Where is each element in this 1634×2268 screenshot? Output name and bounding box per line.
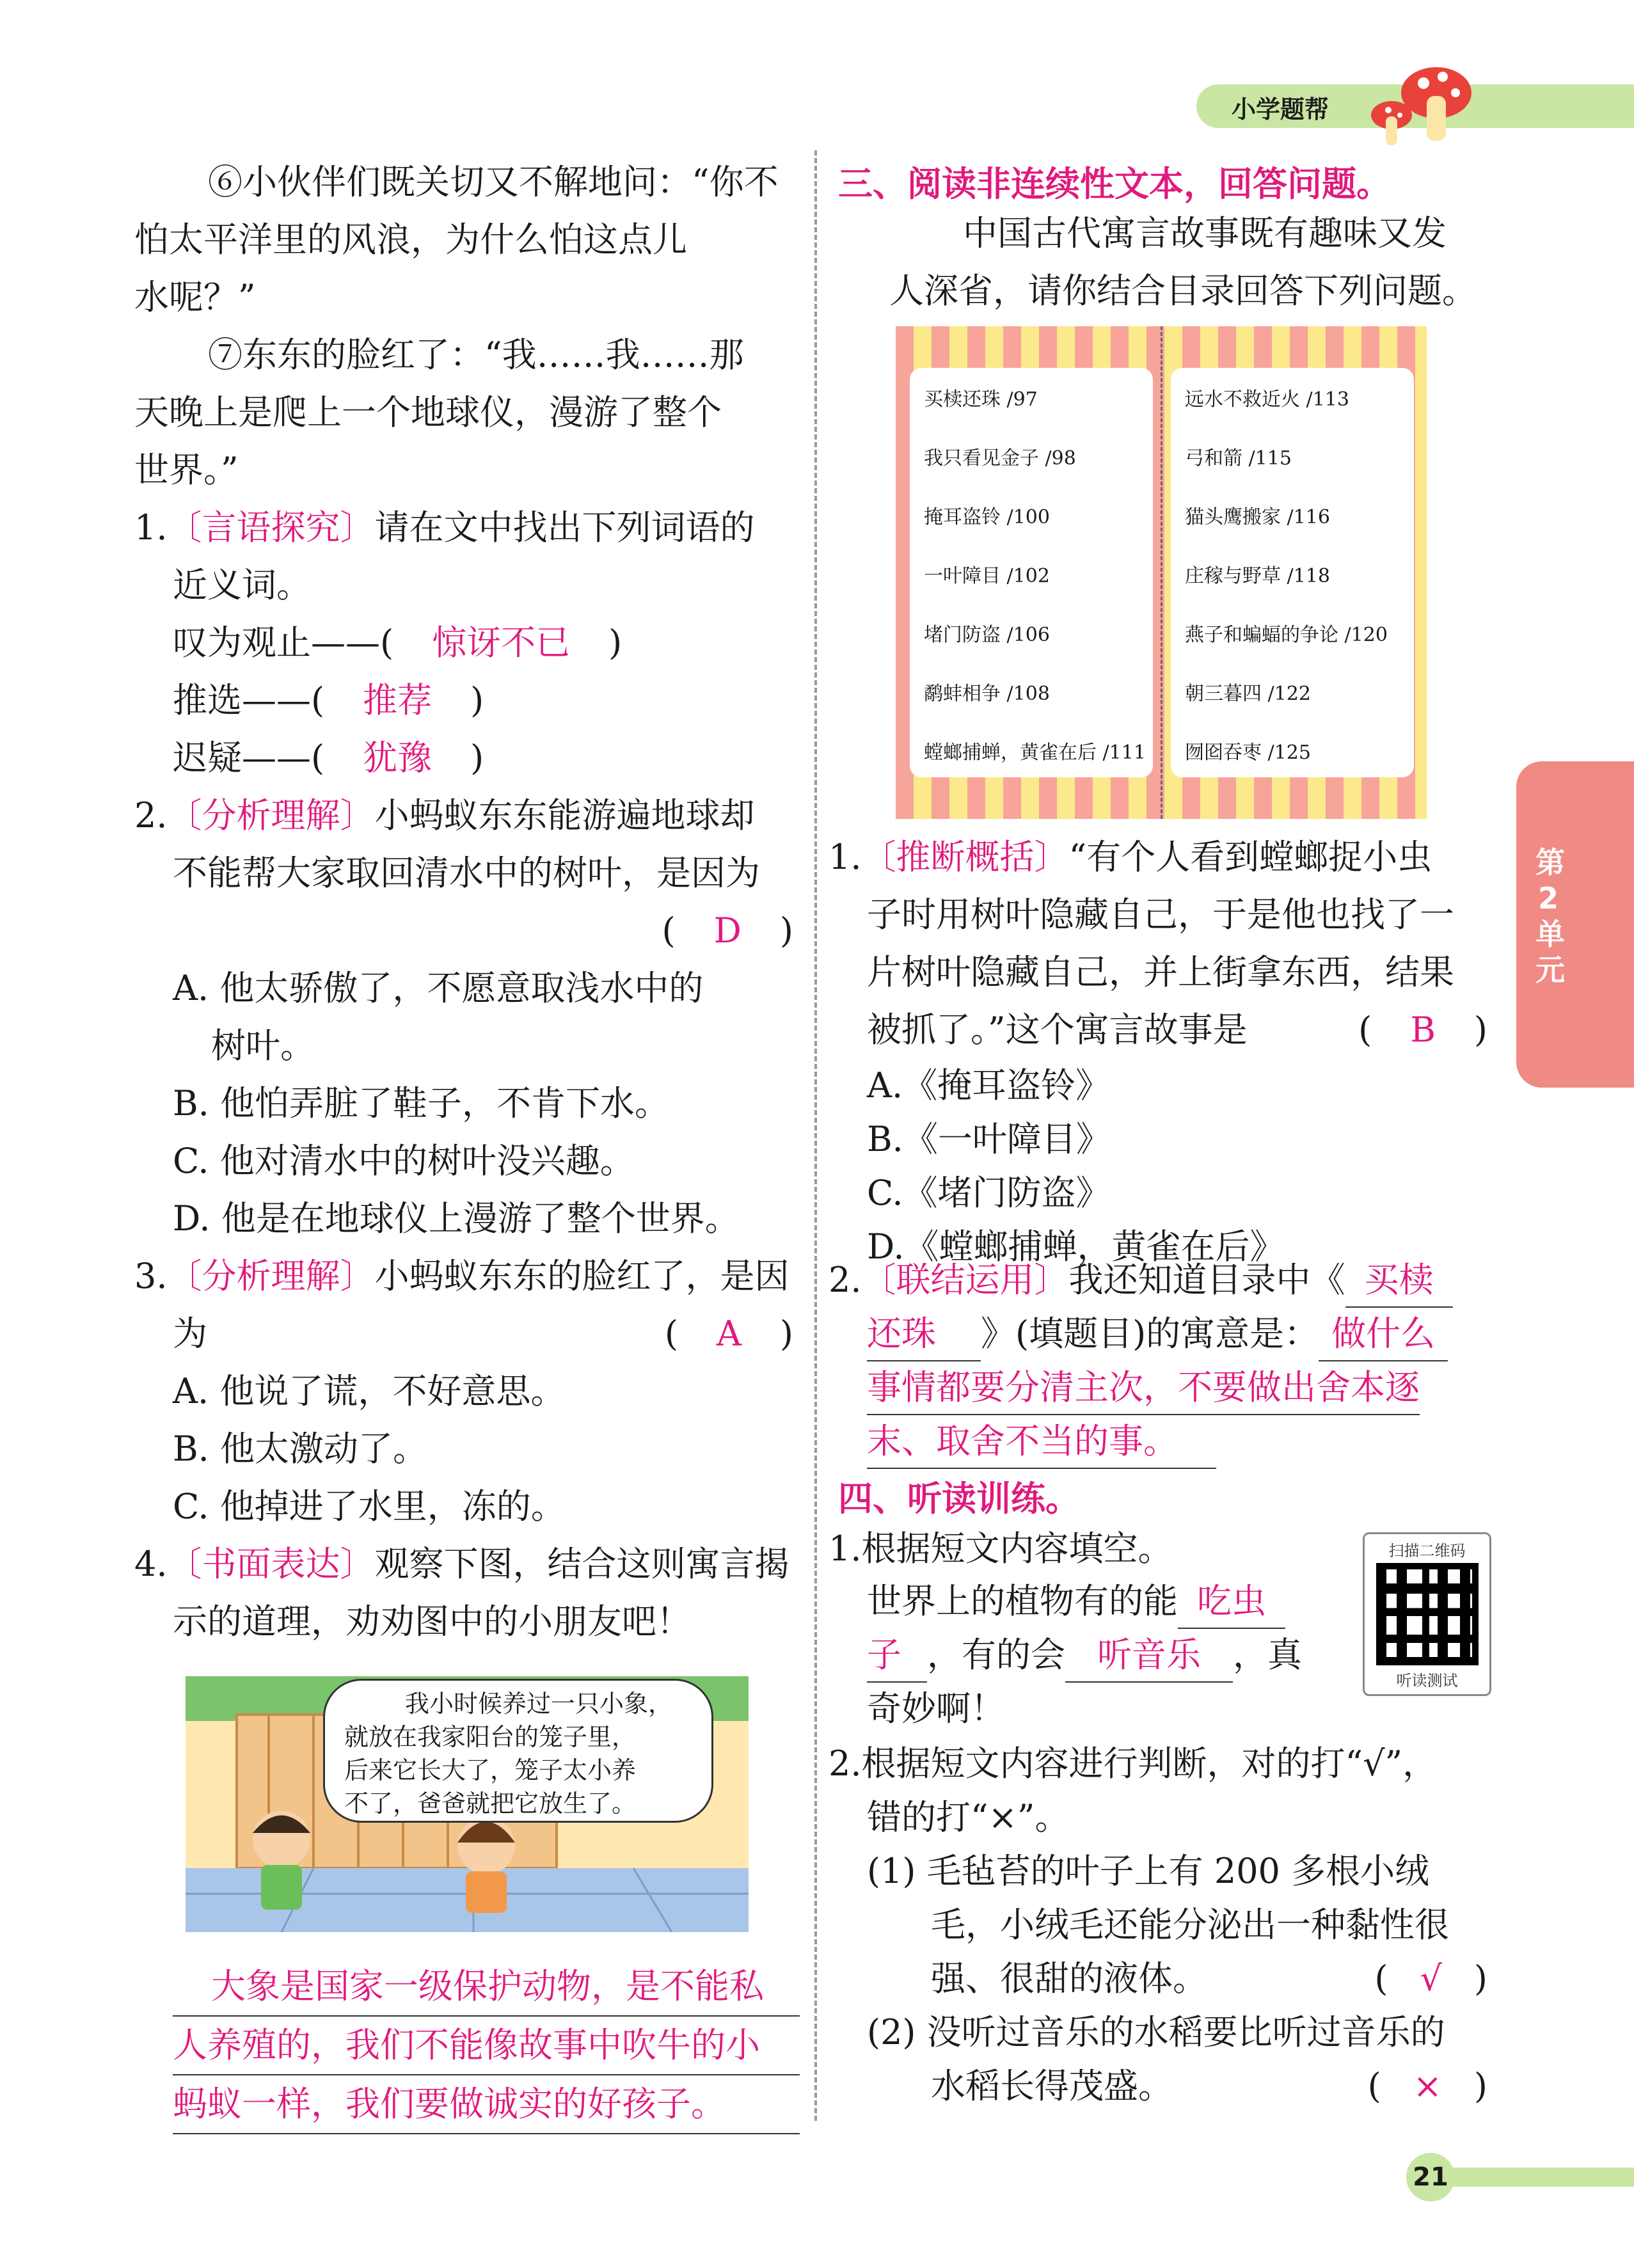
- fill-answer[interactable]: 听音乐: [1065, 1629, 1233, 1683]
- paren-open: (: [1358, 1010, 1372, 1050]
- option-b: B. 他太激动了。: [173, 1429, 428, 1469]
- question-tag: 〔分析理解〕: [167, 1256, 375, 1296]
- toc-item: 螳螂捕蝉，黄雀在后 /111: [924, 741, 1146, 764]
- fill-text: 奇妙啊！: [867, 1688, 1005, 1729]
- paren-close: ): [470, 738, 484, 778]
- question-number: 2.: [829, 1743, 862, 1784]
- paren-close: ): [779, 1313, 793, 1354]
- paren-open: (: [662, 910, 676, 951]
- question-text-cont: 子时用树叶隐藏自己，于是他也找了一: [867, 894, 1454, 935]
- toc-item: 买椟还珠 /97: [924, 388, 1038, 411]
- unit-side-tab[interactable]: [1516, 761, 1634, 1088]
- synonym-row: [134, 614, 800, 672]
- toc-item: 庄稼与野草 /118: [1185, 565, 1330, 587]
- unit-side-tab-label: 第2单元: [1535, 845, 1565, 987]
- intro-line: 人深省，请你结合目录回答下列问题。: [889, 271, 1477, 311]
- toc-item: 朝三暮四 /122: [1185, 683, 1311, 705]
- column-divider: [814, 150, 817, 2121]
- option-b: B.《一叶障目》: [867, 1119, 1111, 1159]
- question-text-cont: 》(填题目)的寓意是：: [981, 1313, 1319, 1354]
- paragraph-6-line-3: 水呢？”: [134, 277, 256, 317]
- question-tag: 〔联结运用〕: [861, 1260, 1069, 1300]
- question-text-cont: 为: [173, 1313, 207, 1354]
- paren-close: ): [779, 910, 793, 951]
- toc-item: 远水不救近火 /113: [1185, 388, 1349, 411]
- paragraph-7-line-1: ⑦东东的脸红了：“我……我……那: [208, 335, 744, 375]
- paragraph-6-line-1: ⑥小伙伴们既关切又不解地问：“你不: [208, 162, 779, 202]
- synonym-word: 迟疑——(: [173, 738, 325, 778]
- meaning-answer-cont[interactable]: 事情都要分清主次，不要做出舍本逐: [867, 1361, 1420, 1415]
- table-of-contents: [896, 326, 1427, 819]
- footer-bar: [1452, 2168, 1634, 2187]
- paragraph-7-line-3: 世界。”: [134, 450, 239, 490]
- option-d: D. 他是在地球仪上漫游了整个世界。: [173, 1198, 740, 1239]
- question-tag: 〔推断概括〕: [861, 837, 1069, 877]
- paren-close: ): [1473, 1010, 1487, 1050]
- intro-line: 中国古代寓言故事既有趣味又发: [963, 213, 1447, 253]
- choice-answer[interactable]: A: [716, 1313, 742, 1354]
- toc-item: 一叶障目 /102: [924, 565, 1050, 587]
- meaning-answer[interactable]: 做什么: [1319, 1308, 1448, 1361]
- question-text-cont: 示的道理，劝劝图中的小朋友吧！: [173, 1601, 691, 1642]
- question-1: [134, 499, 800, 557]
- toc-left-panel: [910, 368, 1153, 777]
- speech-bubble: [323, 1679, 713, 1823]
- bubble-line: 后来它长大了，笼子太小养: [344, 1756, 637, 1784]
- question-text: “有个人看到螳螂捉小虫: [1068, 837, 1432, 877]
- question-text: 小蚂蚁东东的脸红了，是因: [374, 1256, 789, 1296]
- left-column: [134, 154, 800, 1651]
- toc-item: 弓和箭 /115: [1185, 447, 1292, 470]
- toc-item: 鹬蚌相争 /108: [924, 683, 1050, 705]
- meaning-answer-cont[interactable]: 末、取舍不当的事。: [867, 1415, 1216, 1469]
- question-text-cont: 片树叶隐藏自己，并上街拿东西，结果: [867, 952, 1454, 992]
- question-text-cont: 错的打“×”。: [867, 1797, 1070, 1837]
- q4-answer[interactable]: [173, 1958, 800, 2134]
- title-answer[interactable]: 买椟: [1345, 1254, 1453, 1308]
- fill-answer-cont[interactable]: 子: [867, 1629, 927, 1683]
- bubble-line: 就放在我家阳台的笼子里，: [344, 1723, 637, 1751]
- question-number: 2.: [829, 1260, 862, 1300]
- synonym-answer[interactable]: 推荐: [363, 680, 432, 720]
- answer-line: 蚂蚁一样，我们要做诚实的好孩子。: [173, 2075, 800, 2134]
- cartoon-illustration: [186, 1676, 749, 1932]
- question-text: 观察下图，结合这则寓言揭: [374, 1544, 789, 1584]
- page-number: 21: [1406, 2153, 1455, 2201]
- question-3: [134, 1248, 800, 1305]
- question-text: 根据短文内容进行判断，对的打“√”，: [861, 1743, 1438, 1784]
- option-d: D.《螳螂捕蝉，黄雀在后》: [867, 1226, 1285, 1267]
- question-number: 2.: [134, 795, 168, 836]
- section-3-intro: [889, 205, 1503, 320]
- option-c: C. 他掉进了水里，冻的。: [173, 1486, 566, 1527]
- choice-answer[interactable]: D: [713, 910, 742, 951]
- answer-line: 大象是国家一级保护动物，是不能私: [173, 1958, 800, 2017]
- paren-open: (: [664, 1313, 678, 1354]
- toc-item: 猫头鹰搬家 /116: [1185, 506, 1330, 528]
- toc-item: 掩耳盗铃 /100: [924, 506, 1050, 528]
- synonym-answer[interactable]: 犹豫: [363, 738, 432, 778]
- answer-line: 人养殖的，我们不能像故事中吹牛的小: [173, 2017, 800, 2075]
- reading-question-2: [829, 1254, 1494, 1469]
- paren-close: ): [470, 680, 484, 720]
- synonym-word: 叹为观止——(: [173, 623, 394, 663]
- question-4: [134, 1535, 800, 1593]
- toc-item: 我只看见金子 /98: [924, 447, 1076, 470]
- option-a: A.《掩耳盗铃》: [867, 1065, 1111, 1106]
- paragraph-6-line-2: 怕太平洋里的风浪，为什么怕这点儿: [134, 219, 687, 260]
- question-number: 3.: [134, 1256, 168, 1296]
- fill-text: ，真: [1233, 1635, 1302, 1675]
- judge-item-2: [829, 2006, 1494, 2059]
- header-title: 小学题帮: [1232, 95, 1329, 123]
- question-text: 根据短文内容填空。: [861, 1528, 1173, 1569]
- paren-close: ): [608, 623, 623, 663]
- question-text-cont: 被抓了。”这个寓言故事是: [867, 1010, 1248, 1050]
- option-a: A. 他说了谎，不好意思。: [173, 1371, 566, 1411]
- section-3-title: 三、阅读非连续性文本，回答问题。: [838, 164, 1391, 204]
- question-text: 我还知道目录中《: [1068, 1260, 1345, 1300]
- judge-answer[interactable]: ×: [1413, 2066, 1442, 2106]
- toc-item: 燕子和蝙蝠的争论 /120: [1185, 624, 1388, 646]
- question-tag: 〔言语探究〕: [167, 507, 375, 548]
- option-c: C. 他对清水中的树叶没兴趣。: [173, 1141, 635, 1181]
- item-text: 毛毡苔的叶子上有 200 多根小绒: [926, 1851, 1430, 1891]
- title-answer-cont[interactable]: 还珠: [867, 1308, 981, 1361]
- item-label: (1): [867, 1851, 916, 1891]
- toc-item: 堵门防盗 /106: [924, 624, 1050, 646]
- synonym-row: [134, 672, 800, 729]
- toc-right-panel: [1171, 368, 1414, 777]
- listening-question-1: [829, 1523, 1494, 1735]
- question-text-cont: 近义词。: [173, 565, 311, 605]
- option-c: C.《堵门防盗》: [867, 1173, 1111, 1213]
- fill-answer[interactable]: 吃虫: [1178, 1575, 1285, 1629]
- question-tag: 〔书面表达〕: [167, 1544, 375, 1584]
- item-label: (2): [867, 2012, 916, 2052]
- section-4-title: 四、听读训练。: [838, 1479, 1080, 1519]
- option-a-cont: 树叶。: [211, 1026, 315, 1066]
- item-text-cont: 强、很甜的液体。: [931, 1958, 1207, 1999]
- question-number: 1.: [134, 507, 168, 548]
- item-text-cont: 水稻长得茂盛。: [931, 2066, 1173, 2106]
- option-a: A. 他太骄傲了，不愿意取浅水中的: [173, 968, 704, 1008]
- listening-question-2: 2.根据短文内容进行判断，对的打“√”， 错的打“×”。 (1) 毛毡苔的叶子上有 200 多根小绒 毛，小绒毛还能分泌出一种黏性很 强、很甜的液体。 ( √ ) (2) 没听过音乐的水稻要比听过音乐的 水稻长得茂盛。 ( × ): [829, 1737, 1494, 2113]
- item-text: 没听过音乐的水稻要比听过音乐的: [926, 2012, 1445, 2052]
- bubble-line: 不了，爸爸就把它放生了。: [344, 1789, 637, 1818]
- question-2: [134, 787, 800, 845]
- question-text: 请在文中找出下列词语的: [374, 507, 755, 548]
- paragraph-7-line-2: 天晚上是爬上一个地球仪，漫游了整个: [134, 392, 722, 432]
- mushroom-icon: [1363, 58, 1478, 154]
- judge-answer[interactable]: √: [1420, 1958, 1442, 1999]
- qr-caption-top: 扫描二维码: [1388, 1542, 1466, 1560]
- judge-item-1: [829, 1844, 1494, 1898]
- qr-caption-bottom: 听读测试: [1396, 1672, 1458, 1690]
- choice-answer[interactable]: B: [1410, 1010, 1436, 1050]
- answer-paren: [134, 902, 800, 960]
- question-tag: 〔分析理解〕: [167, 795, 375, 836]
- synonym-answer[interactable]: 惊讶不已: [432, 623, 571, 663]
- question-text-cont: 不能帮大家取回清水中的树叶，是因为: [173, 853, 760, 893]
- question-3-line-2: [134, 1305, 800, 1363]
- toc-divider: [1161, 326, 1162, 819]
- fill-text: ，有的会: [927, 1635, 1065, 1675]
- reading-question-1: [829, 829, 1494, 1274]
- question-number: 1.: [829, 1528, 862, 1569]
- question-text: 小蚂蚁东东能游遍地球却: [374, 795, 755, 836]
- item-text-cont: 毛，小绒毛还能分泌出一种黏性很: [931, 1905, 1449, 1945]
- question-number: 1.: [829, 837, 862, 877]
- option-b: B. 他怕弄脏了鞋子，不肯下水。: [173, 1083, 670, 1123]
- bubble-line: 我小时候养过一只小象，: [405, 1690, 673, 1718]
- synonym-row: [134, 729, 800, 787]
- fill-text: 世界上的植物有的能: [867, 1581, 1178, 1621]
- question-number: 4.: [134, 1544, 168, 1584]
- toc-item: 囫囵吞枣 /125: [1185, 741, 1311, 764]
- synonym-word: 推选——(: [173, 680, 325, 720]
